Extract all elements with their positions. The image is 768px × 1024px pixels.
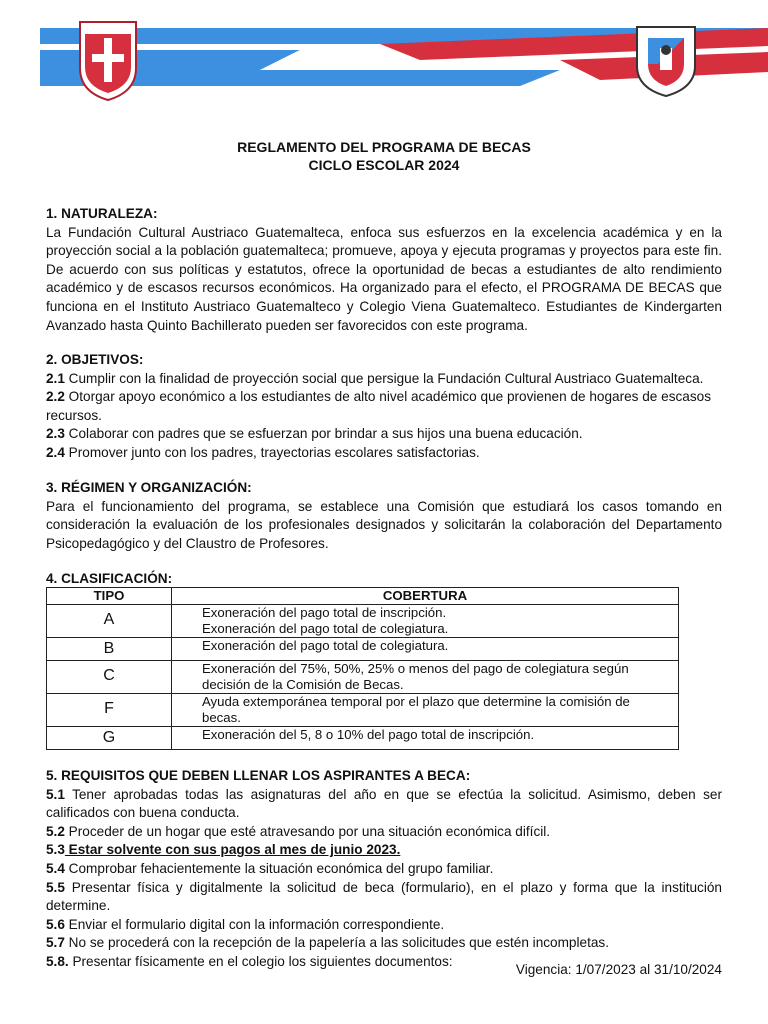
table-row [47,605,679,638]
list-item [46,370,722,389]
item-text: Colaborar con padres que se esfuerzan por brindar a sus hijos una buena educación. [64,426,583,442]
title-line-1: REGLAMENTO DEL PROGRAMA DE BECAS [237,139,531,155]
table-row [47,727,679,750]
document-title [0,138,768,174]
item-number: 5.2 [46,823,65,839]
list-item [46,444,722,463]
section-heading: 1. NATURALEZA: [46,206,158,221]
item-number: 5.1 [46,786,65,802]
section-heading: 4. CLASIFICACIÓN: [46,571,173,586]
section-naturaleza [46,205,722,335]
item-number: 2.1 [46,370,65,386]
list-item [46,841,722,860]
section-clasificacion [46,570,722,589]
cobertura-line: Exoneración del pago total de colegiatura. [202,621,449,636]
list-item [46,823,722,842]
table-row [47,661,679,694]
cobertura-cell [172,638,679,661]
item-number: 5.4 [46,860,65,876]
table-row [47,694,679,727]
tipo-cell: B [47,638,172,661]
item-text: Presentar físicamente en el colegio los siguientes documentos: [68,953,453,969]
list-item [46,786,722,823]
item-text: Tener aprobadas todas las asignaturas del año en que se efectúa la solicitud. Asimismo, deben ser calificados con buena conducta. [46,786,722,821]
item-number: 5.6 [46,916,65,932]
item-text: Proceder de un hogar que esté atravesando por una situación económica difícil. [64,823,551,839]
table-header-row [47,588,679,605]
column-header-tipo: TIPO [47,588,172,605]
vigencia-footer: Vigencia: 1/07/2023 al 31/10/2024 [515,962,722,977]
header-banner [0,0,768,110]
list-item [46,916,722,935]
cobertura-cell [172,694,679,727]
title-line-2: CICLO ESCOLAR 2024 [308,157,460,173]
cobertura-cell [172,727,679,750]
item-number: 5.3 [46,842,65,858]
item-text: Enviar el formulario digital con la información correspondiente. [64,916,445,932]
list-item [46,934,722,953]
section-heading: 2. OBJETIVOS: [46,352,144,367]
table-row [47,638,679,661]
section-paragraph: La Fundación Cultural Austriaco Guatemalteca, enfoca sus esfuerzos en la excelencia académica y en la proyección social a la población guatemalteca; promueve, apoya y ejecuta programas y proyectos para este fin. De acuerdo con sus políticas y estatutos, ofrece la oportunidad de becas a estudiantes de alto rendimiento académico y de escasos recursos económicos. Ha organizado para el efecto, el PROGRAMA DE BECAS que funciona en el Instituto Austriaco Guatemalteco y Colegio Viena Guatemalteco. Estudiantes de Kindergarten Avanzado hasta Quinto Bachillerato pueden ser favorecidos con este programa. [46,224,722,333]
section-requisitos [46,767,722,972]
list-item [46,860,722,879]
section-objetivos [46,351,722,463]
austrian-school-logo [634,24,698,98]
item-number: 5.5 [46,879,65,895]
column-header-cobertura: COBERTURA [172,588,679,605]
item-text: Presentar física y digitalmente la solicitud de beca (formulario), en el plazo y forma que la institución determine. [46,879,722,914]
cobertura-line: Ayuda extemporánea temporal por el plazo que determine la comisión de [202,694,630,709]
cobertura-line: becas. [202,710,241,725]
list-item [46,388,722,425]
clasificacion-table [46,587,679,750]
item-text: No se procederá con la recepción de la papelería a las solicitudes que estén incompletas. [64,935,609,951]
tipo-cell: F [47,694,172,727]
cobertura-cell [172,661,679,694]
list-item [46,879,722,916]
section-heading: 5. REQUISITOS QUE DEBEN LLENAR LOS ASPIRANTES A BECA: [46,768,471,783]
tipo-cell: G [47,727,172,750]
item-number: 2.3 [46,426,65,442]
item-text: Otorgar apoyo económico a los estudiantes de alto nivel académico que provienen de hogares de escasos recursos. [46,389,712,423]
item-number: 5.8. [46,953,69,969]
cobertura-cell [172,605,679,638]
viena-logo [78,20,138,102]
section-heading: 3. RÉGIMEN Y ORGANIZACIÓN: [46,480,252,495]
cobertura-line: Exoneración del pago total de colegiatura. [202,638,449,653]
item-text: Cumplir con la finalidad de proyección social que persigue la Fundación Cultural Austriaco Guatemalteca. [64,370,704,386]
section-regimen [46,479,722,553]
tipo-cell: A [47,605,172,638]
tipo-cell: C [47,661,172,694]
item-text: Promover junto con los padres, trayectorias escolares satisfactorias. [64,444,480,460]
item-number: 2.4 [46,444,65,460]
cobertura-line: Exoneración del 75%, 50%, 25% o menos del pago de colegiatura según [202,661,629,676]
item-text: Comprobar fehacientemente la situación económica del grupo familiar. [64,860,494,876]
list-item [46,425,722,444]
cobertura-line: Exoneración del pago total de inscripción. [202,605,447,620]
item-number: 5.7 [46,935,65,951]
cobertura-line: Exoneración del 5, 8 o 10% del pago total de inscripción. [202,727,535,742]
cobertura-line: decisión de la Comisión de Becas. [202,677,404,692]
item-text-emphasized: Estar solvente con sus pagos al mes de junio 2023. [64,842,401,858]
section-paragraph: Para el funcionamiento del programa, se establece una Comisión que estudiará los casos tomando en consideración la evaluación de los profesionales designados y solicitarán la colaboración del Departamento Psicopedagógico y del Claustro de Profesores. [46,498,722,551]
item-number: 2.2 [46,389,65,405]
